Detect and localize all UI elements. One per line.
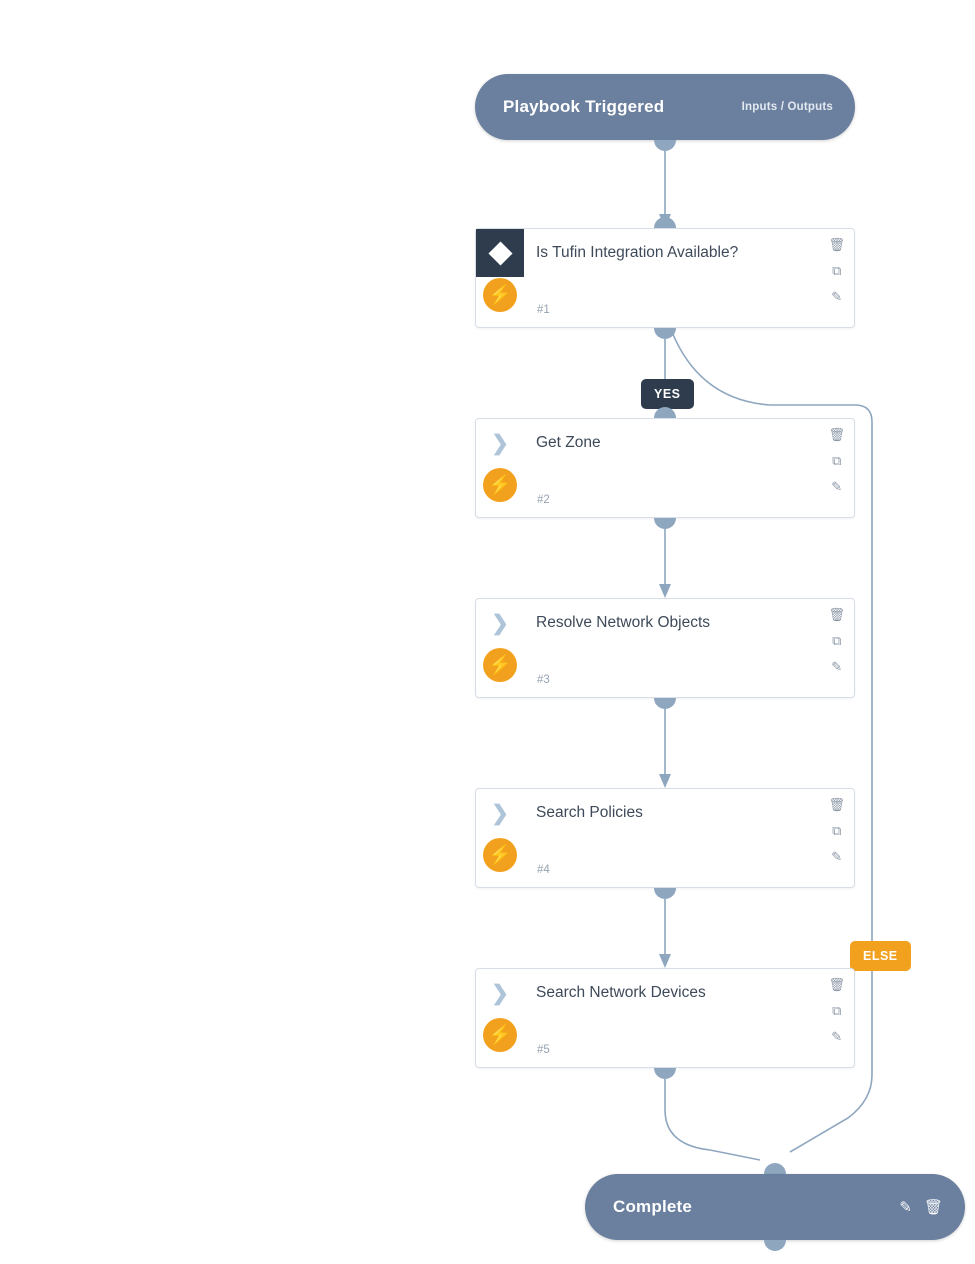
complete-actions bbox=[899, 1200, 943, 1215]
task-3-output-port bbox=[654, 698, 676, 709]
task-number: #4 bbox=[537, 864, 550, 876]
task-number: #3 bbox=[537, 674, 550, 686]
copy-icon[interactable]: ⧉ bbox=[832, 823, 842, 838]
task-tools bbox=[828, 978, 845, 1043]
branch-label-else-text: ELSE bbox=[863, 949, 898, 963]
playbook-triggered-node[interactable] bbox=[475, 74, 855, 140]
task-tools bbox=[828, 798, 845, 863]
task-4-output-port bbox=[654, 888, 676, 899]
bolt-icon: ⚡ bbox=[483, 838, 517, 872]
branch-label-yes-text: YES bbox=[654, 387, 681, 401]
task-tools bbox=[828, 428, 845, 493]
edit-icon[interactable]: ✎ bbox=[831, 659, 843, 674]
task-card-3[interactable] bbox=[475, 598, 855, 698]
task-1-output-port bbox=[654, 328, 676, 339]
start-output-port bbox=[654, 140, 676, 151]
task-title: Resolve Network Objects bbox=[536, 614, 711, 631]
playbook-triggered-title: Playbook Triggered bbox=[503, 97, 665, 116]
trash-icon[interactable]: 🗑 bbox=[828, 607, 845, 622]
edit-icon[interactable]: ✎ bbox=[831, 849, 843, 864]
complete-node[interactable] bbox=[585, 1174, 965, 1240]
task-title: Search Network Devices bbox=[536, 984, 706, 1001]
edit-icon[interactable]: ✎ bbox=[899, 1198, 912, 1216]
trash-icon[interactable]: 🗑 bbox=[828, 977, 845, 992]
playbook-triggered-actions bbox=[742, 101, 833, 113]
edit-icon[interactable]: ✎ bbox=[831, 1029, 843, 1044]
task-card-4[interactable] bbox=[475, 788, 855, 888]
task-tools bbox=[828, 238, 845, 303]
task-card-2[interactable] bbox=[475, 418, 855, 518]
chevron-right-icon: ❯ bbox=[491, 611, 509, 635]
chevron-right-icon: ❯ bbox=[491, 981, 509, 1005]
bolt-icon: ⚡ bbox=[483, 1018, 517, 1052]
trash-icon[interactable]: 🗑 bbox=[923, 1198, 943, 1216]
chevron-right-icon: ❯ bbox=[491, 431, 509, 455]
bolt-icon: ⚡ bbox=[483, 648, 517, 682]
complete-input-port bbox=[764, 1163, 786, 1174]
copy-icon[interactable]: ⧉ bbox=[832, 1003, 842, 1018]
edit-icon[interactable]: ✎ bbox=[831, 479, 843, 494]
task-number: #2 bbox=[537, 494, 550, 506]
condition-diamond-icon bbox=[476, 229, 524, 277]
trash-icon[interactable]: 🗑 bbox=[828, 427, 845, 442]
task-tools bbox=[828, 608, 845, 673]
task-number: #5 bbox=[537, 1044, 550, 1056]
task-title: Get Zone bbox=[536, 434, 601, 451]
task-title: Search Policies bbox=[536, 804, 643, 821]
task-card-5[interactable] bbox=[475, 968, 855, 1068]
bolt-icon: ⚡ bbox=[483, 468, 517, 502]
chevron-right-icon: ❯ bbox=[491, 801, 509, 825]
complete-output-port bbox=[764, 1240, 786, 1251]
bolt-icon: ⚡ bbox=[483, 278, 517, 312]
edit-icon[interactable]: ✎ bbox=[831, 289, 843, 304]
task-card-1[interactable] bbox=[475, 228, 855, 328]
copy-icon[interactable]: ⧉ bbox=[832, 263, 842, 278]
task-title: Is Tufin Integration Available? bbox=[536, 244, 739, 261]
inputs-outputs-link[interactable]: Inputs / Outputs bbox=[741, 101, 833, 113]
copy-icon[interactable]: ⧉ bbox=[832, 633, 842, 648]
complete-title: Complete bbox=[613, 1197, 693, 1216]
trash-icon[interactable]: 🗑 bbox=[828, 237, 845, 252]
branch-label-else[interactable] bbox=[850, 941, 911, 971]
copy-icon[interactable]: ⧉ bbox=[832, 453, 842, 468]
task-2-output-port bbox=[654, 518, 676, 529]
trash-icon[interactable]: 🗑 bbox=[828, 797, 845, 812]
task-number: #1 bbox=[537, 304, 550, 316]
task-1-input-port bbox=[654, 217, 676, 228]
task-5-output-port bbox=[654, 1068, 676, 1079]
branch-label-yes[interactable] bbox=[641, 379, 694, 409]
